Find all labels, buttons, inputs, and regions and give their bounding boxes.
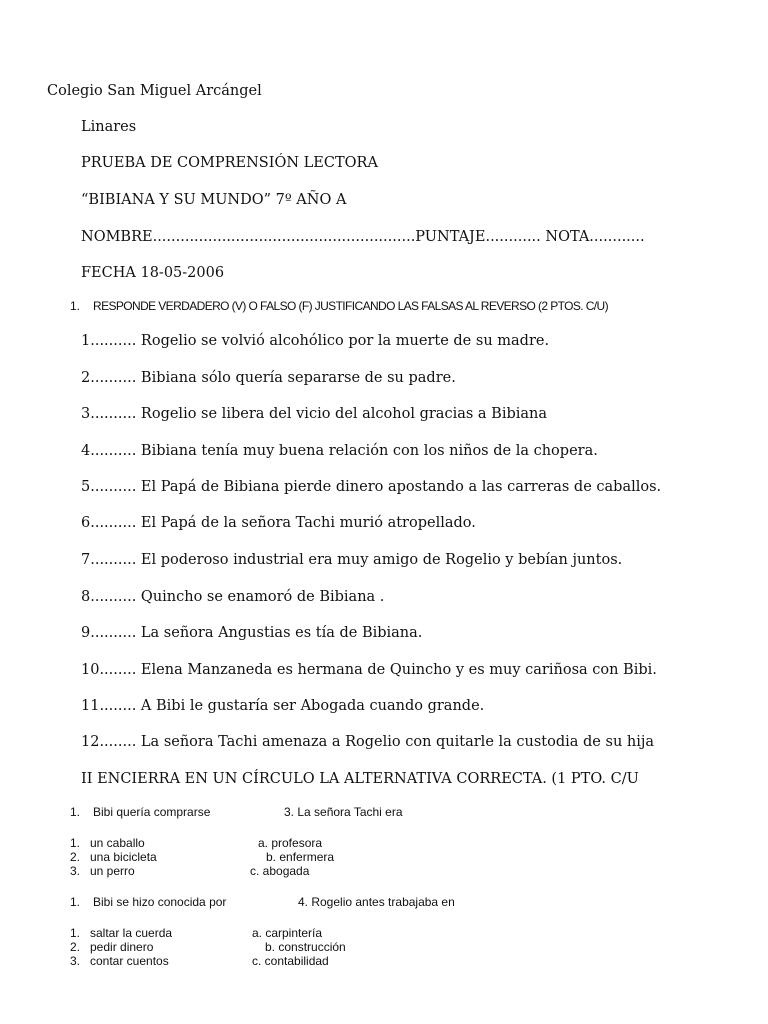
tf-item-2: 2.......... Bibiana sólo quería separarse de su padre. [81, 370, 456, 386]
tf-item-7: 7.......... El poderoso industrial era muy amigo de Rogelio y bebían juntos. [81, 552, 623, 568]
tf-item-12: 12........ La señora Tachi amenaza a Rogelio con quitarle la custodia de su hija [81, 734, 655, 750]
q3-option-a: a. profesora [258, 836, 323, 850]
tf-item-3: 3.......... Rogelio se libera del vicio del alcohol gracias a Bibiana [81, 406, 548, 422]
tf-item-6: 6.......... El Papá de la señora Tachi murió atropellado. [81, 515, 476, 531]
tf-item-5: 5.......... El Papá de Bibiana pierde dinero apostando a las carreras de caballos. [81, 479, 662, 495]
q3-option-b: b. enfermera [266, 850, 335, 864]
book-title-line: “BIBIANA Y SU MUNDO” 7º AÑO A [81, 192, 347, 208]
section1-number: 1. [70, 299, 81, 313]
tf-item-1: 1.......... Rogelio se volvió alcohólico por la muerte de su madre. [81, 333, 550, 349]
q1-option-1: 1. un caballo [70, 836, 145, 850]
tf-item-10: 10........ Elena Manzaneda es hermana de Quincho y es muy cariñosa con Bibi. [81, 662, 657, 678]
q1-option-3: 3. un perro [70, 864, 135, 878]
q3-option-c: c. abogada [250, 864, 310, 878]
q2-question: Bibi se hizo conocida por [93, 895, 227, 909]
q4-option-a: a. carpintería [252, 926, 323, 940]
date-line: FECHA 18-05-2006 [81, 265, 225, 281]
tf-item-11: 11........ A Bibi le gustaría ser Abogada cuando grande. [81, 698, 485, 714]
name-score-line: NOMBRE.........................................................PUNTAJE............ NOTA............ [81, 229, 645, 245]
section1-instruction: RESPONDE VERDADERO (V) O FALSO (F) JUSTIFICANDO LAS FALSAS AL REVERSO (2 PTOS. C/U) [93, 299, 608, 313]
school-name: Colegio San Miguel Arcángel [47, 83, 262, 99]
q2-option-2: 2. pedir dinero [70, 940, 154, 954]
tf-item-8: 8.......... Quincho se enamoró de Bibiana . [81, 589, 385, 605]
section2-instruction: II ENCIERRA EN UN CÍRCULO LA ALTERNATIVA CORRECTA. (1 PTO. C/U [81, 771, 639, 787]
q3-question: 3. La señora Tachi era [284, 805, 403, 819]
q1-question: Bibi quería comprarse [93, 805, 211, 819]
q1-option-2: 2. una bicicleta [70, 850, 157, 864]
q1-number: 1. [70, 805, 81, 819]
tf-item-4: 4.......... Bibiana tenía muy buena relación con los niños de la chopera. [81, 443, 598, 459]
tf-item-9: 9.......... La señora Angustias es tía de Bibiana. [81, 625, 423, 641]
q4-option-b: b. construcción [265, 940, 346, 954]
q4-option-c: c. contabilidad [252, 954, 329, 968]
q2-number: 1. [70, 895, 81, 909]
test-title: PRUEBA DE COMPRENSIÓN LECTORA [81, 155, 378, 171]
city-name: Linares [81, 119, 137, 135]
q2-option-1: 1. saltar la cuerda [70, 926, 173, 940]
q4-question: 4. Rogelio antes trabajaba en [298, 895, 455, 909]
q2-option-3: 3. contar cuentos [70, 954, 169, 968]
